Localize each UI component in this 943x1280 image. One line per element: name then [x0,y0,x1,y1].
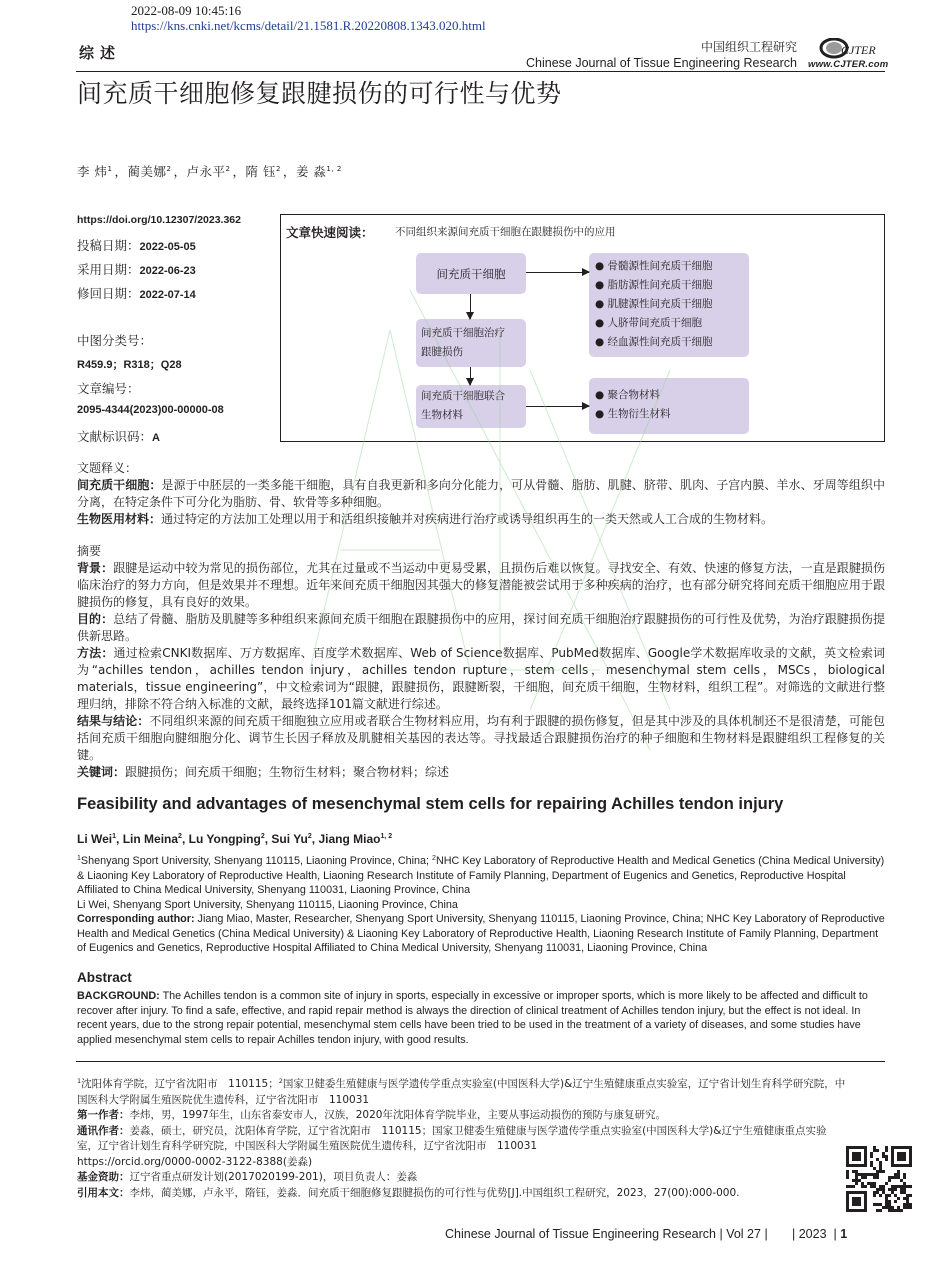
section-label: 目的： [77,612,114,626]
glossary-definition: 是源于中胚层的一类多能干细胞，具有自我更新和多向分化能力，可从骨髓、脂肪、肌腱、脐带、肌肉、子宫内膜、羊水、牙周等组织中分离，在特定条件下可分化为脂肪、骨、软骨等多种细胞。 [77,478,885,509]
keywords: 跟腱损伤；间充质干细胞；生物衍生材料；聚合物材料；综述 [125,765,450,779]
section-label: 方法： [77,646,114,660]
doc-code-label: 文献标识码： [77,430,153,444]
node-combination [416,385,526,428]
corresponding-author-en [77,912,887,956]
footnotes [77,1074,847,1201]
accepted-date: 2022-06-23 [139,265,196,277]
footnote-affiliations: $^1$沈阳体育学院，辽宁省沈阳市 110115；$^2$国家卫健委生殖健康与医学遗传学重点实验室(中国医科大学)&辽宁生殖健康重点实验室，辽宁省计划生育科学研究院，中国医科大学附属生殖医院优生遗传科，辽宁省沈阳市 110031 [77,1077,846,1106]
glossary-definition: 通过特定的方法加工处理以用于和活组织接触并对疾病进行治疗或诱导组织再生的一类天然或人工合成的生物材料。 [161,512,774,526]
source-item: ● 骨髓源性间充质干细胞 [595,260,713,272]
header-rule [76,71,885,72]
cjter-logo-icon [808,38,888,60]
received-date: 2022-05-05 [139,241,196,253]
author-en: Lu Yongping [188,832,261,846]
arrow-msc-to-treatment [470,294,471,319]
glossary-term: 生物医用材料： [77,512,162,526]
author-cn: 卢永平 [186,164,226,179]
clc-value: R459.9；R318；Q28 [77,359,182,371]
node-treatment-line2: 跟腱损伤 [421,346,463,358]
footer-year: 2023 [798,1227,827,1241]
section-text: 跟腱是运动中较为常见的损伤部位，尤其在过量或不当运动中更易受累，且损伤后难以恢复。寻找安全、有效、快速的修复方法，一直是跟腱损伤临床治疗的努力方向，但是效果并不理想。近年来间充质干细胞因其强大的修复潜能被尝试用于多种疾病的治疗，也有部分研究将间充质干细胞应用于跟腱损伤的修复，具有良好的效果。 [77,561,885,609]
abstract-cn-objective [77,611,885,645]
abstract-cn-methods [77,645,885,713]
author-sup: 1, 2 [380,833,393,840]
authors-en: Li Wei$^1$, Lin Meina$^2$, Lu Yongping$^2$, Sui Yu$^2$, Jiang Miao$^{1, 2}$ [77,832,393,846]
footnote-text: 辽宁省重点研发计划(2017020199-201)，项目负责人：姜淼 [129,1171,418,1183]
page-footer: Chinese Journal of Tissue Engineering Research | Vol 27 | | 2023 | 1 [445,1227,848,1241]
material-item: ● 生物衍生材料 [595,408,671,420]
author-en: Lin Meina [122,832,179,846]
source-item: ● 经血源性间充质干细胞 [595,336,713,348]
affiliations-en [77,852,887,956]
orcid-link[interactable]: https://orcid.org/0000-0002-3122-8388(姜淼) [77,1155,313,1168]
source-item: ● 人脐带间充质干细胞 [595,317,702,329]
source-item: ● 肌腱源性间充质干细胞 [595,298,713,310]
article-number-label: 文章编号： [77,382,140,396]
section-text: The Achilles tendon is a common site of injury in sports, especially in excessive or improper sports, which is more likely to be affected and difficult to recover after injury. To find a safe, effective, and rapid repair method is always the direction of clinical treatment of Achilles tendon injury, but the effect is not ideal. In recent years, due to the strong repair potential, mesenchymal stem cells have been tried to be used in the treatment of a variety of diseases, and some studies have applied mesenchymal stem cells to repair Achilles tendon injury, with good results. [77,990,868,1046]
qr-code-graphic [846,1146,913,1212]
article-title-cn: 间充质干细胞修复跟腱损伤的可行性与优势 [77,79,562,108]
article-number: 2095-4344(2023)00-00000-08 [77,404,224,416]
revised-date: 2022-07-14 [139,289,196,301]
footnote-funding [77,1170,847,1186]
author-sup: 2 [275,165,281,173]
author-sup: 1 [107,165,113,173]
footer-volume: Vol 27 [726,1227,761,1241]
arrow-treatment-to-combination [470,367,471,385]
source-list [595,257,713,352]
author-sup: 2 [178,833,182,840]
glossary-item-msc [77,477,885,511]
doi-link[interactable]: https://doi.org/10.12307/2023.362 [77,214,241,226]
logo-url[interactable]: www.CJTER.com [808,59,889,70]
material-list [595,386,671,424]
footnote-citation [77,1186,847,1202]
author-sup: 1, 2 [326,165,342,173]
footnote-text: 姜淼，硕士，研究员，沈阳体育学院，辽宁省沈阳市 110115；国家卫健委生殖健康与医学遗传学重点实验室(中国医科大学)&辽宁生殖健康重点实验室，辽宁省计划生育科学研究院，中国医科大学附属生殖医院优生遗传科，辽宁省沈阳市 110031 [77,1124,827,1152]
footnote-affil-1: 沈阳体育学院，辽宁省沈阳市 110115； [81,1078,279,1090]
quick-read-box [280,214,885,442]
author-sup: 2 [166,165,172,173]
quick-read-text: 不同组织来源间充质干细胞在跟腱损伤中的应用 [395,226,616,238]
footer-page-number: 1 [840,1227,848,1241]
glossary-heading: 文题释义： [77,461,138,475]
abstract-cn-background [77,560,885,611]
author-cn: 李 炜 [77,164,108,179]
author-cn: 隋 钰 [245,164,276,179]
section-label: 背景： [77,561,114,575]
stamp-url[interactable]: https://kns.cnki.net/kcms/detail/21.1581.R.20220808.1343.020.html [131,18,486,33]
article-metadata [77,214,277,444]
article-title-en: Feasibility and advantages of mesenchymal stem cells for repairing Achilles tendon injury [77,795,784,813]
affiliation-en: $^1$Shenyang Sport University, Shenyang 110115, Liaoning Province, China; $^2$NHC Key Laboratory of Reproductive Health and Medical Genetics (China Medical University) & Liaoning Key Laboratory of Reproductive Health, Liaoning Research Institute of Family Planning, Department of Eugenics and Genetics, Reproductive Hospital Affiliated to China Medical University, Shenyang 110031, Liaoning Province, China [77,855,885,896]
author-sup: 1 [112,833,117,840]
footnote-label: 第一作者： [77,1109,130,1121]
section-text: 通过检索CNKI数据库、万方数据库、百度学术数据库、Web of Science数据库、PubMed数据库、Google学术数据库收录的文献，英文检索词为“achilles tendon，achilles tendon injury，achilles tendon rupture，stem cells，mesenchymal stem cells，MSCs，biological materials，tissue engineering”，中文检索词为“跟腱，跟腱损伤，跟腱断裂，干细胞，间充质干细胞，生物材料，组织工程”。对筛选的文献进行整理归纳，排除不符合纳入标准的文献，最终选择101篇文献进行综述。 [77,646,885,711]
affiliation-2: NHC Key Laboratory of Reproductive Health and Medical Genetics (China Medical University) & Liaoning Key Laboratory of Reproductive Health, Liaoning Research Institute of Family Planning, Department of Eugenics and Genetics, Reproductive Hospital Affiliated to China Medical University, Shenyang 110031, Liaoning Province, China [77,855,885,896]
section-label: BACKGROUND: [77,990,160,1002]
node-treatment [416,319,526,367]
node-msc: 间充质干细胞 [416,253,526,294]
doc-code: A [152,432,160,444]
footnote-text: 李炜，蔺美娜，卢永平，隋钰，姜淼．间充质干细胞修复跟腱损伤的可行性与优势[J].中国组织工程研究，2023，27(00):000-000. [129,1186,740,1199]
journal-logo [808,38,888,70]
section-label: 综述 [79,44,122,62]
clc-label: 中图分类号： [77,334,153,348]
journal-name-en: Chinese Journal of Tissue Engineering Research [526,56,797,70]
arrow-msc-to-sources [526,272,589,273]
quick-read-label: 文章快速阅读： [286,225,374,240]
node-treatment-line1: 间充质干细胞治疗 [421,327,505,339]
corr-label: Corresponding author: [77,913,195,925]
journal-name-cn: 中国组织工程研究 [700,40,797,54]
glossary-term: 间充质干细胞： [77,478,162,492]
author-sup: 2 [225,165,231,173]
authors-cn: 李 炜$^1$ ，蔺美娜$^2$ ，卢永平$^2$ ，隋 钰$^2$ ，姜 淼$^{1, 2}$ [77,164,342,179]
abstract-cn-keywords [77,764,885,781]
author-cn: 蔺美娜 [127,164,167,179]
node-sources [589,253,749,357]
abstract-cn-results [77,713,885,764]
author-sup: 2 [307,833,312,840]
author-cn: 姜 淼 [295,164,327,179]
abstract-en-background [77,989,887,1047]
node-combination-line1: 间充质干细胞联合 [421,390,505,402]
first-author-en: Li Wei, Shenyang Sport University, Shenyang 110115, Liaoning Province, China [77,898,458,911]
footnote-label: 通讯作者： [77,1124,130,1137]
footnote-rule [76,1061,885,1062]
abstract-cn-heading: 摘要 [77,544,102,558]
node-combination-line2: 生物材料 [421,409,463,421]
node-materials [589,378,749,434]
affiliation-1: Shenyang Sport University, Shenyang 110115, Liaoning Province, China; [80,855,433,867]
qr-code-icon [846,1146,913,1212]
footnote-label: 基金资助： [77,1171,130,1183]
received-label: 投稿日期： [77,239,140,253]
footnote-text: 李炜，男，1997年生，山东省泰安市人，汉族，2020年沈阳体育学院毕业，主要从事运动损伤的预防与康复研究。 [129,1109,666,1121]
abstract-en-heading: Abstract [77,970,132,985]
footnote-affil-2: 国家卫健委生殖健康与医学遗传学重点实验室(中国医科大学)&辽宁生殖健康重点实验室，辽宁省计划生育科学研究院，中国医科大学附属生殖医院优生遗传科，辽宁省沈阳市 110031 [77,1078,846,1106]
revised-label: 修回日期： [77,287,140,301]
accepted-label: 采用日期： [77,263,140,277]
footnote-label: 引用本文： [77,1186,130,1199]
footnote-first-author [77,1108,847,1124]
arrow-combination-to-materials [526,406,589,407]
corr-text: Jiang Miao, Master, Researcher, Shenyang Sport University, Shenyang 110115, Liaoning Province, China; NHC Key Laboratory of Reproductive Health and Medical Genetics (China Medical University) & Liaoning Key Laboratory of Reproductive Health, Liaoning Research Institute of Family Planning, Department of Eugenics and Genetics, Reproductive Hospital Affiliated to China Medical University, Shenyang 110031, Liaoning Province, China [77,913,885,954]
glossary [77,460,885,528]
download-stamp [131,3,486,33]
journal-header [526,40,797,71]
abstract-cn [77,543,885,781]
author-en: Jiang Miao [318,832,381,846]
stamp-datetime: 2022-08-09 10:45:16 [131,3,242,18]
section-text: 不同组织来源的间充质干细胞独立应用或者联合生物材料应用，均有利于跟腱的损伤修复，但是其中涉及的具体机制还不是很清楚，可能包括间充质干细胞向腱细胞分化、调节生长因子释放及肌腱相关基因的表达等。寻找最适合跟腱损伤治疗的种子细胞和生物材料是跟腱组织工程修复的关键。 [77,714,885,762]
source-item: ● 脂肪源性间充质干细胞 [595,279,713,291]
author-en: Sui Yu [271,832,308,846]
section-text: 总结了骨髓、脂肪及肌腱等多种组织来源间充质干细胞在跟腱损伤中的应用，探讨间充质干细胞治疗跟腱损伤的可行性及优势，为治疗跟腱损伤提供新思路。 [77,612,885,643]
glossary-item-biomaterial [77,511,885,528]
logo-text: CJTER [841,43,876,57]
footer-journal: Chinese Journal of Tissue Engineering Research [445,1227,716,1241]
author-en: Li Wei [77,832,113,846]
footnote-corresponding [77,1124,847,1155]
author-sup: 2 [260,833,265,840]
section-label: 关键词： [77,765,126,779]
material-item: ● 聚合物材料 [595,389,660,401]
section-label: 结果与结论： [77,714,150,728]
